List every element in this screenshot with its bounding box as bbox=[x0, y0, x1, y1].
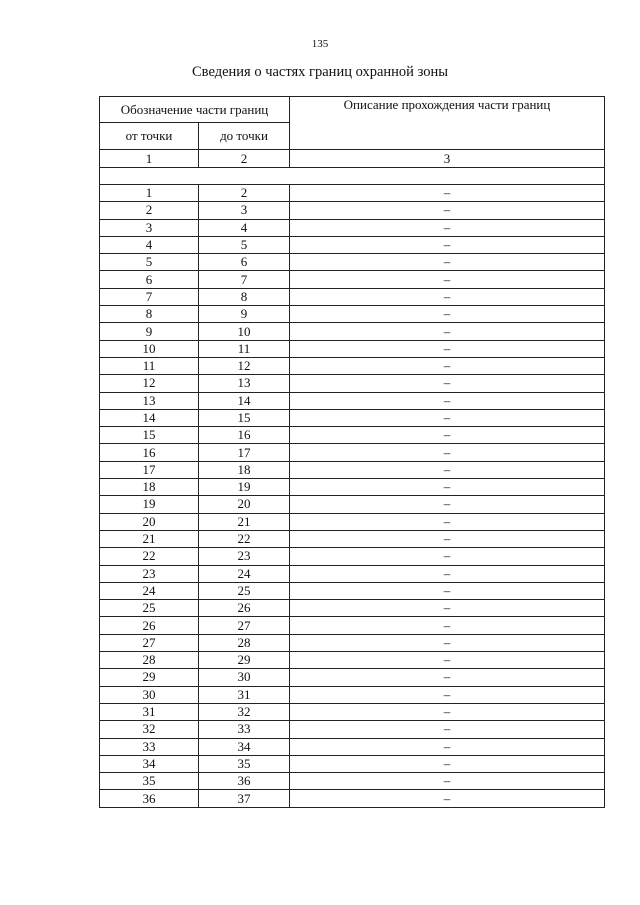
from-point-cell: 18 bbox=[100, 479, 199, 496]
from-point-cell: 6 bbox=[100, 271, 199, 288]
to-point-cell: 21 bbox=[199, 513, 290, 530]
to-point-cell: 23 bbox=[199, 548, 290, 565]
to-point-cell: 9 bbox=[199, 306, 290, 323]
to-point-cell: 26 bbox=[199, 600, 290, 617]
description-cell: – bbox=[290, 669, 605, 686]
from-point-cell: 12 bbox=[100, 375, 199, 392]
to-point-cell: 7 bbox=[199, 271, 290, 288]
table-row bbox=[100, 409, 605, 426]
table-row bbox=[100, 479, 605, 496]
to-point-cell: 24 bbox=[199, 565, 290, 582]
description-cell: – bbox=[290, 582, 605, 599]
from-point-cell: 19 bbox=[100, 496, 199, 513]
column-number-1: 1 bbox=[100, 150, 199, 168]
table-row bbox=[100, 721, 605, 738]
table-row bbox=[100, 392, 605, 409]
to-point-cell: 36 bbox=[199, 773, 290, 790]
description-cell: – bbox=[290, 652, 605, 669]
to-point-cell: 16 bbox=[199, 427, 290, 444]
table-row bbox=[100, 461, 605, 478]
table-row bbox=[100, 288, 605, 305]
table-body bbox=[100, 185, 605, 808]
from-point-cell: 2 bbox=[100, 202, 199, 219]
description-cell: – bbox=[290, 271, 605, 288]
to-point-cell: 27 bbox=[199, 617, 290, 634]
from-point-cell: 35 bbox=[100, 773, 199, 790]
description-cell: – bbox=[290, 773, 605, 790]
description-cell: – bbox=[290, 409, 605, 426]
description-cell: – bbox=[290, 721, 605, 738]
description-cell: – bbox=[290, 513, 605, 530]
table-row bbox=[100, 652, 605, 669]
header-description: Описание прохождения части границ bbox=[290, 97, 605, 150]
description-cell: – bbox=[290, 427, 605, 444]
to-point-cell: 11 bbox=[199, 340, 290, 357]
from-point-cell: 1 bbox=[100, 185, 199, 202]
from-point-cell: 22 bbox=[100, 548, 199, 565]
from-point-cell: 27 bbox=[100, 634, 199, 651]
to-point-cell: 17 bbox=[199, 444, 290, 461]
to-point-cell: 4 bbox=[199, 219, 290, 236]
page-number: 135 bbox=[311, 38, 329, 50]
from-point-cell: 33 bbox=[100, 738, 199, 755]
header-from-point: от точки bbox=[100, 123, 199, 150]
table-row bbox=[100, 185, 605, 202]
table-row bbox=[100, 669, 605, 686]
column-number-3: 3 bbox=[290, 150, 605, 168]
description-cell: – bbox=[290, 202, 605, 219]
header-boundary-designation: Обозначение части границ bbox=[100, 97, 290, 123]
to-point-cell: 14 bbox=[199, 392, 290, 409]
to-point-cell: 25 bbox=[199, 582, 290, 599]
from-point-cell: 24 bbox=[100, 582, 199, 599]
from-point-cell: 21 bbox=[100, 530, 199, 547]
description-cell: – bbox=[290, 790, 605, 807]
from-point-cell: 10 bbox=[100, 340, 199, 357]
description-cell: – bbox=[290, 530, 605, 547]
header-row-1 bbox=[100, 97, 605, 123]
to-point-cell: 18 bbox=[199, 461, 290, 478]
description-cell: – bbox=[290, 185, 605, 202]
description-cell: – bbox=[290, 686, 605, 703]
to-point-cell: 35 bbox=[199, 755, 290, 772]
table-row bbox=[100, 600, 605, 617]
table-row bbox=[100, 444, 605, 461]
to-point-cell: 29 bbox=[199, 652, 290, 669]
table-row bbox=[100, 375, 605, 392]
from-point-cell: 20 bbox=[100, 513, 199, 530]
from-point-cell: 25 bbox=[100, 600, 199, 617]
from-point-cell: 36 bbox=[100, 790, 199, 807]
description-cell: – bbox=[290, 392, 605, 409]
from-point-cell: 32 bbox=[100, 721, 199, 738]
table-row bbox=[100, 634, 605, 651]
description-cell: – bbox=[290, 548, 605, 565]
to-point-cell: 30 bbox=[199, 669, 290, 686]
from-point-cell: 5 bbox=[100, 254, 199, 271]
header-to-point: до точки bbox=[199, 123, 290, 150]
table-row bbox=[100, 513, 605, 530]
table-row bbox=[100, 254, 605, 271]
table-row bbox=[100, 530, 605, 547]
to-point-cell: 20 bbox=[199, 496, 290, 513]
to-point-cell: 5 bbox=[199, 236, 290, 253]
table-row bbox=[100, 582, 605, 599]
table-row bbox=[100, 496, 605, 513]
from-point-cell: 28 bbox=[100, 652, 199, 669]
description-cell: – bbox=[290, 755, 605, 772]
empty-section-row bbox=[100, 168, 605, 185]
table-row bbox=[100, 427, 605, 444]
table-row bbox=[100, 617, 605, 634]
from-point-cell: 29 bbox=[100, 669, 199, 686]
description-cell: – bbox=[290, 340, 605, 357]
description-cell: – bbox=[290, 703, 605, 720]
description-cell: – bbox=[290, 600, 605, 617]
to-point-cell: 31 bbox=[199, 686, 290, 703]
column-number-row bbox=[100, 150, 605, 168]
to-point-cell: 12 bbox=[199, 357, 290, 374]
description-cell: – bbox=[290, 444, 605, 461]
from-point-cell: 3 bbox=[100, 219, 199, 236]
to-point-cell: 2 bbox=[199, 185, 290, 202]
from-point-cell: 7 bbox=[100, 288, 199, 305]
description-cell: – bbox=[290, 461, 605, 478]
from-point-cell: 8 bbox=[100, 306, 199, 323]
to-point-cell: 32 bbox=[199, 703, 290, 720]
table-row bbox=[100, 686, 605, 703]
to-point-cell: 15 bbox=[199, 409, 290, 426]
from-point-cell: 30 bbox=[100, 686, 199, 703]
from-point-cell: 34 bbox=[100, 755, 199, 772]
to-point-cell: 19 bbox=[199, 479, 290, 496]
table-row bbox=[100, 323, 605, 340]
table-row bbox=[100, 236, 605, 253]
table-row bbox=[100, 219, 605, 236]
description-cell: – bbox=[290, 617, 605, 634]
description-cell: – bbox=[290, 219, 605, 236]
from-point-cell: 15 bbox=[100, 427, 199, 444]
description-cell: – bbox=[290, 496, 605, 513]
to-point-cell: 22 bbox=[199, 530, 290, 547]
table-row bbox=[100, 738, 605, 755]
description-cell: – bbox=[290, 323, 605, 340]
to-point-cell: 8 bbox=[199, 288, 290, 305]
document-title: Сведения о частях границ охранной зоны bbox=[192, 64, 448, 80]
from-point-cell: 4 bbox=[100, 236, 199, 253]
to-point-cell: 34 bbox=[199, 738, 290, 755]
to-point-cell: 37 bbox=[199, 790, 290, 807]
description-cell: – bbox=[290, 306, 605, 323]
to-point-cell: 3 bbox=[199, 202, 290, 219]
from-point-cell: 13 bbox=[100, 392, 199, 409]
to-point-cell: 28 bbox=[199, 634, 290, 651]
description-cell: – bbox=[290, 254, 605, 271]
from-point-cell: 17 bbox=[100, 461, 199, 478]
description-cell: – bbox=[290, 375, 605, 392]
table-header bbox=[100, 97, 605, 185]
table-row bbox=[100, 565, 605, 582]
from-point-cell: 9 bbox=[100, 323, 199, 340]
table-row bbox=[100, 271, 605, 288]
description-cell: – bbox=[290, 357, 605, 374]
to-point-cell: 6 bbox=[199, 254, 290, 271]
description-cell: – bbox=[290, 634, 605, 651]
table-row bbox=[100, 340, 605, 357]
table-row bbox=[100, 202, 605, 219]
description-cell: – bbox=[290, 479, 605, 496]
table-row bbox=[100, 755, 605, 772]
from-point-cell: 26 bbox=[100, 617, 199, 634]
from-point-cell: 23 bbox=[100, 565, 199, 582]
description-cell: – bbox=[290, 738, 605, 755]
from-point-cell: 11 bbox=[100, 357, 199, 374]
description-cell: – bbox=[290, 288, 605, 305]
to-point-cell: 10 bbox=[199, 323, 290, 340]
from-point-cell: 14 bbox=[100, 409, 199, 426]
to-point-cell: 33 bbox=[199, 721, 290, 738]
table-row bbox=[100, 790, 605, 807]
boundary-parts-table bbox=[99, 96, 605, 808]
table-row bbox=[100, 703, 605, 720]
table-row bbox=[100, 306, 605, 323]
table-row bbox=[100, 548, 605, 565]
to-point-cell: 13 bbox=[199, 375, 290, 392]
table-row bbox=[100, 773, 605, 790]
from-point-cell: 31 bbox=[100, 703, 199, 720]
empty-section-cell bbox=[100, 168, 605, 185]
column-number-2: 2 bbox=[199, 150, 290, 168]
description-cell: – bbox=[290, 236, 605, 253]
description-cell: – bbox=[290, 565, 605, 582]
table-row bbox=[100, 357, 605, 374]
from-point-cell: 16 bbox=[100, 444, 199, 461]
